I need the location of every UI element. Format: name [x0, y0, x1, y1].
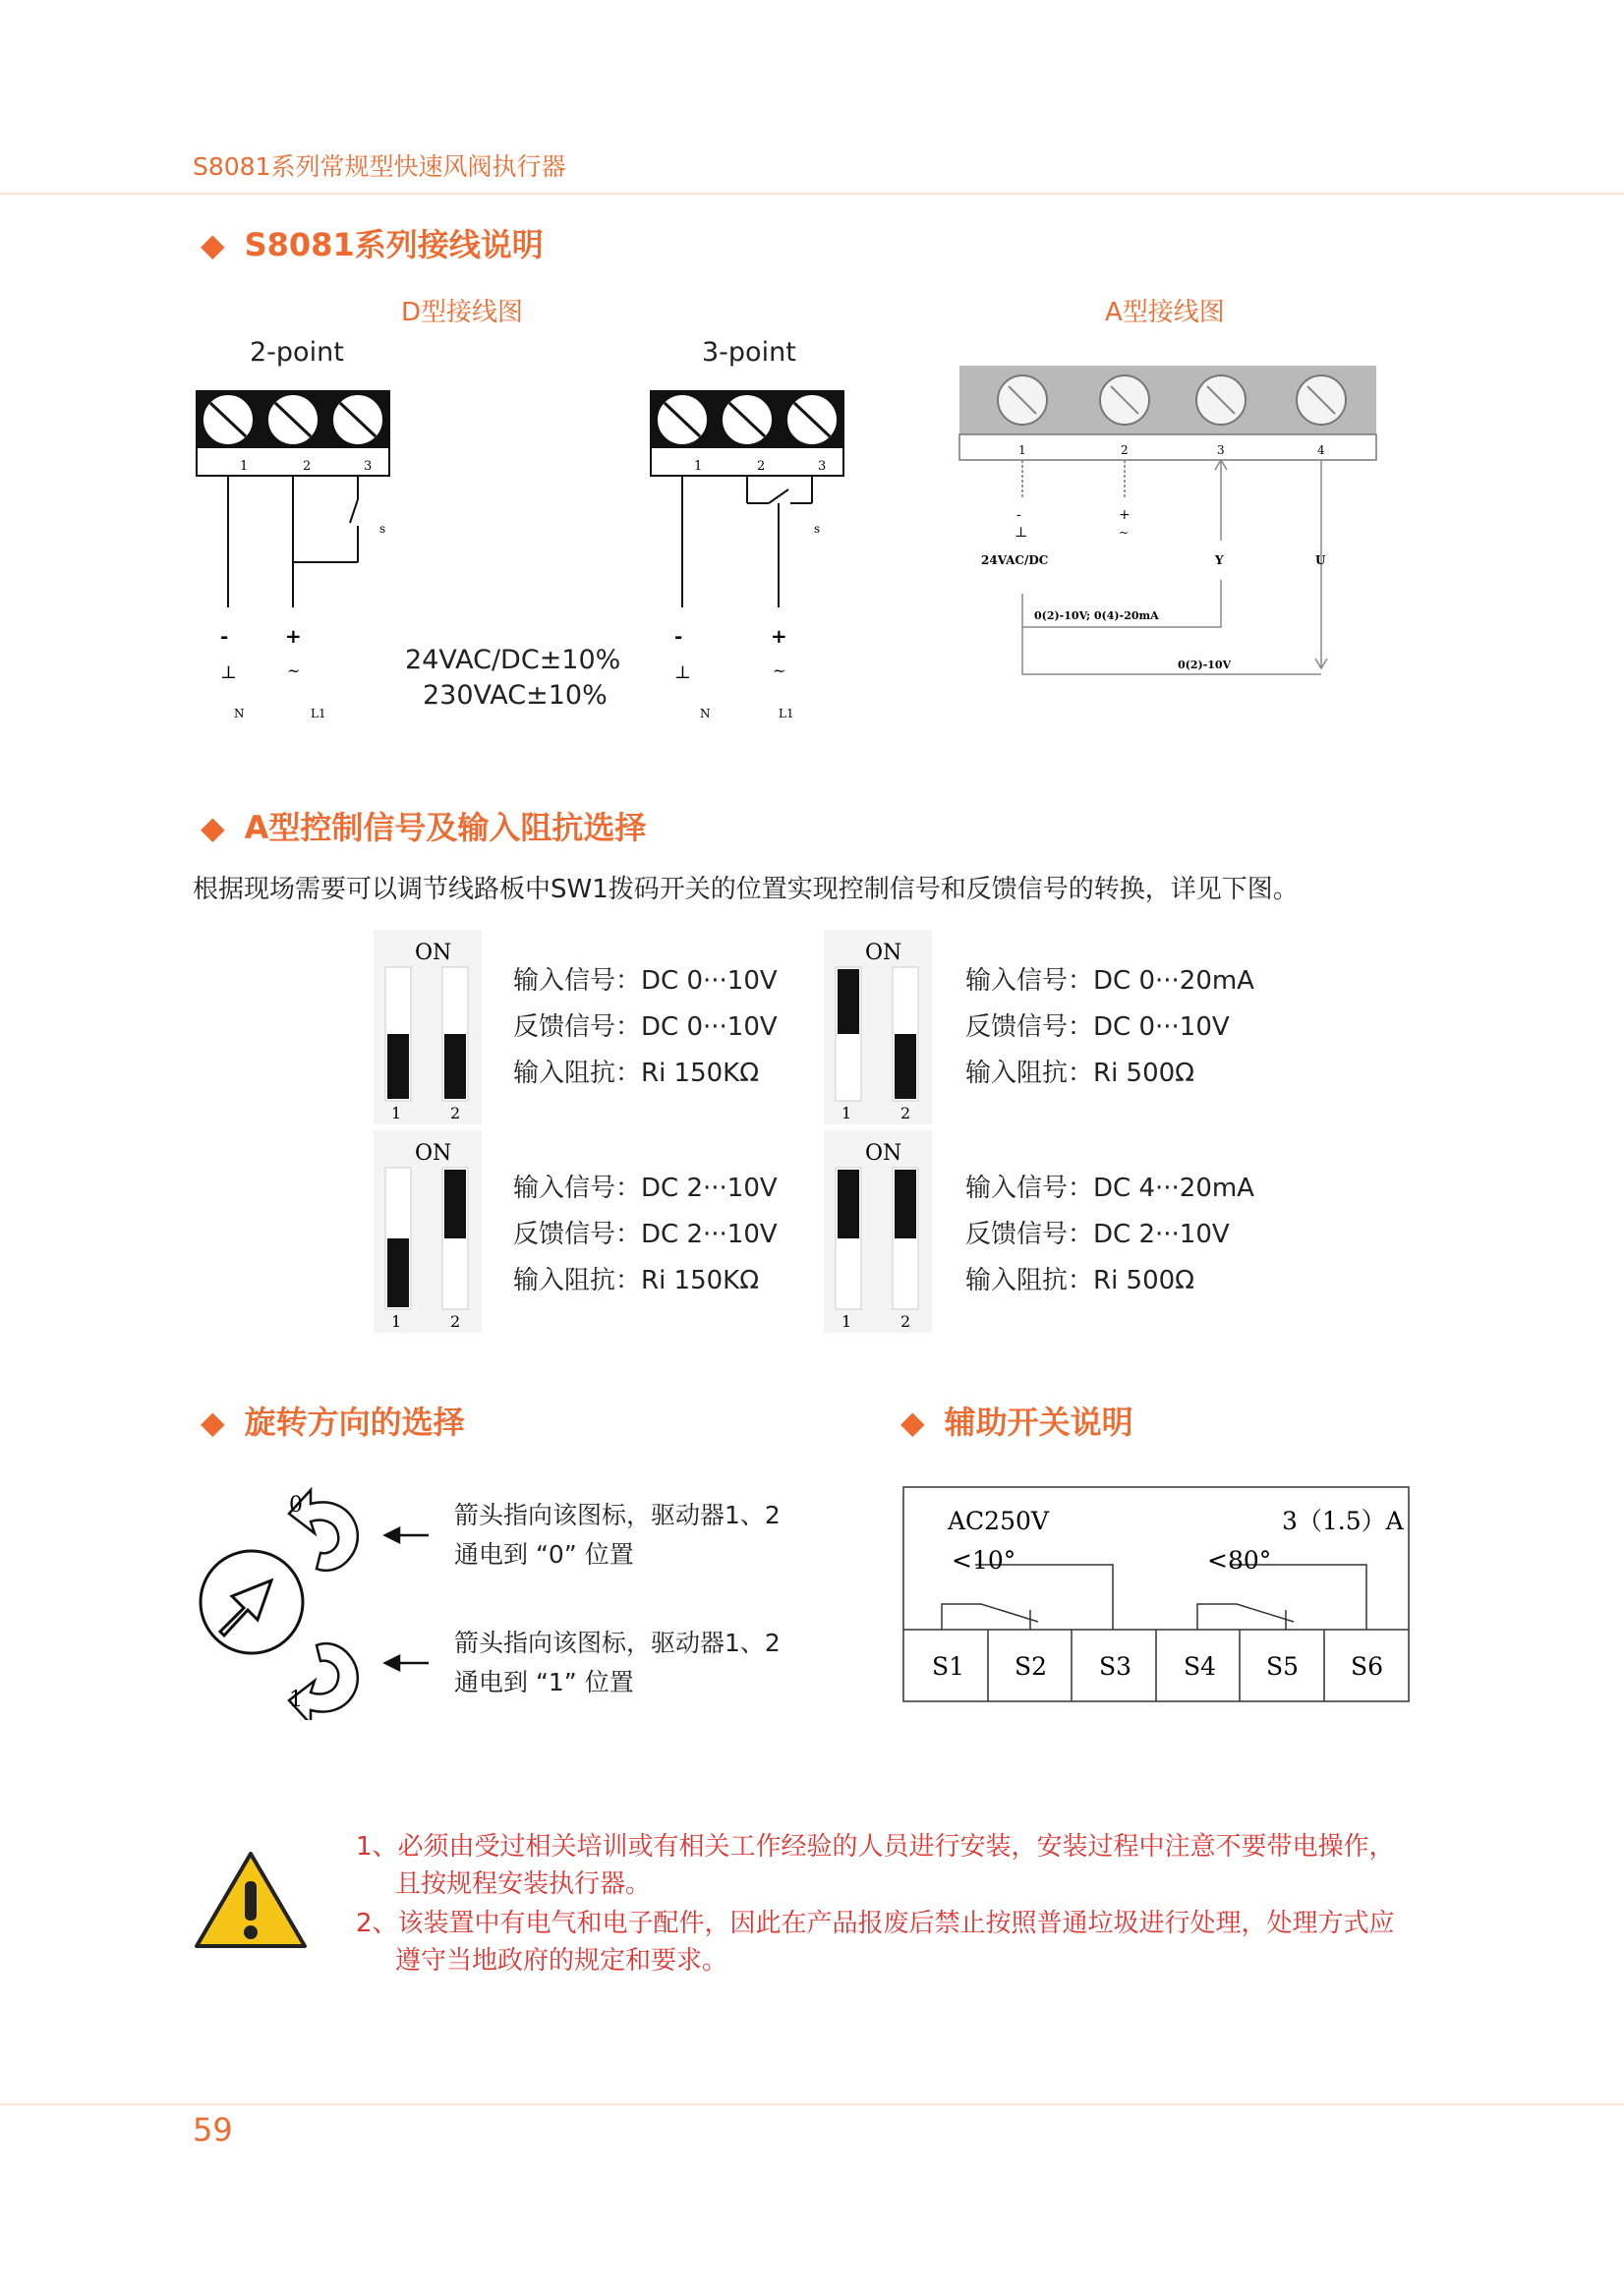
- aux-s3: S3: [1099, 1652, 1132, 1681]
- aux-s5: S5: [1266, 1652, 1300, 1681]
- a-y-label: Y: [1215, 553, 1224, 567]
- aux-angle-1: <10°: [952, 1546, 1016, 1575]
- terminal-2-label: 2: [757, 459, 766, 474]
- header-divider: [0, 193, 1624, 195]
- svg-text:ON: ON: [415, 1141, 452, 1166]
- rotation-direction-diagram: [193, 1474, 448, 1720]
- signal-section-title: ◆ A型控制信号及输入阻抗选择: [201, 809, 647, 846]
- rotation-text-1: 箭头指向该图标，驱动器1、2 通电到 “1” 位置: [454, 1629, 781, 1696]
- aux-s1: S1: [932, 1652, 965, 1681]
- dip-switch-1-lever: [387, 1034, 409, 1099]
- dip-switch-image-2: [824, 930, 932, 1124]
- a-signal-range-2: 0(2)-10V: [1178, 659, 1232, 671]
- terminal-3-label: 3: [364, 459, 373, 474]
- spec-block-4: [965, 1166, 1254, 1304]
- aux-switch-diagram: [902, 1484, 1410, 1702]
- signal-intro-text: 根据现场需要可以调节线路板中SW1拨码开关的位置实现控制信号和反馈信号的转换，详见下图。: [193, 875, 1299, 904]
- a-ground: ⊥: [1015, 525, 1028, 541]
- svg-text:1: 1: [391, 1312, 402, 1331]
- n-label: N: [700, 707, 711, 720]
- dip-switch-2-lever: [444, 1034, 466, 1099]
- dip-switch-image-3: [374, 1130, 482, 1333]
- rotation-text-0: 箭头指向该图标，驱动器1、2 通电到 “0” 位置: [454, 1501, 781, 1569]
- spec-input: 输入信号：DC 0···10V: [513, 966, 778, 996]
- spec-impedance: 输入阻抗：Ri 150KΩ: [513, 1059, 760, 1088]
- spec-impedance: 输入阻抗：Ri 500Ω: [965, 1266, 1195, 1295]
- wiring-diagram-a-type: [954, 362, 1386, 686]
- terminal-3-label: 3: [818, 459, 827, 474]
- aux-s4: S4: [1184, 1652, 1217, 1681]
- wiring-diagram-2-point: [187, 383, 403, 737]
- l1-label: L1: [779, 707, 794, 720]
- a-signal-range-1: 0(2)-10V; 0(4)-20mA: [1034, 609, 1159, 622]
- wiring-diagram-3-point: [641, 383, 857, 737]
- supply-voltage-line2: 230VAC±10%: [423, 680, 608, 711]
- page-number: 59: [193, 2111, 233, 2149]
- dip-switch-2-lever: [444, 1170, 466, 1238]
- warning-triangle-icon: [191, 1848, 311, 1954]
- spec-input: 输入信号：DC 2···10V: [513, 1174, 778, 1203]
- spec-feedback: 反馈信号：DC 2···10V: [965, 1220, 1230, 1249]
- d-type-label: D型接线图: [401, 298, 524, 327]
- spec-impedance: 输入阻抗：Ri 150KΩ: [513, 1266, 760, 1295]
- a-terminal-2: 2: [1121, 443, 1129, 457]
- svg-text:ON: ON: [865, 1141, 902, 1166]
- diamond-bullet-icon: ◆: [900, 1404, 925, 1441]
- warning-list: [356, 1828, 1395, 1980]
- terminal-1-label: 1: [240, 459, 249, 474]
- spec-block-1: [513, 958, 778, 1097]
- warning-item-2: 2、该装置中有电气和电子配件，因此在产品报废后禁止按照普通垃圾进行处理，处理方式应 遵守当地政府的规定和要求。: [356, 1909, 1395, 1976]
- a-minus: -: [1016, 507, 1021, 523]
- a-supply-label: 24VAC/DC: [981, 553, 1049, 567]
- terminal-2-label: 2: [303, 459, 312, 474]
- diamond-bullet-icon: ◆: [201, 1404, 225, 1441]
- svg-text:2: 2: [900, 1312, 911, 1331]
- tilde-symbol: ~: [773, 661, 786, 680]
- plus-label: +: [771, 624, 787, 648]
- ground-symbol: ⊥: [220, 662, 237, 683]
- terminal-1-label: 1: [694, 459, 703, 474]
- minus-label: -: [220, 624, 229, 648]
- diamond-bullet-icon: ◆: [201, 809, 225, 846]
- three-point-label: 3-point: [702, 337, 796, 368]
- two-point-label: 2-point: [250, 337, 344, 368]
- dip-switch-image-4: [824, 1130, 932, 1333]
- dip-switch-2-lever: [895, 1170, 916, 1238]
- supply-voltage-line1: 24VAC/DC±10%: [405, 645, 621, 675]
- aux-s2: S2: [1015, 1652, 1048, 1681]
- rotation-label-1: 1: [289, 1688, 303, 1712]
- rotation-label-0: 0: [289, 1493, 303, 1518]
- dip-switch-1-lever: [838, 969, 859, 1034]
- a-terminal-1: 1: [1018, 443, 1026, 457]
- n-label: N: [234, 707, 245, 720]
- a-terminal-3: 3: [1217, 443, 1225, 457]
- diamond-bullet-icon: ◆: [201, 226, 225, 263]
- svg-text:ON: ON: [865, 941, 902, 965]
- spec-feedback: 反馈信号：DC 0···10V: [965, 1012, 1230, 1042]
- dip-switch-1-lever: [387, 1238, 409, 1307]
- svg-text:1: 1: [841, 1104, 852, 1122]
- spec-feedback: 反馈信号：DC 0···10V: [513, 1012, 778, 1042]
- ground-symbol: ⊥: [674, 662, 691, 683]
- warning-item-1: 1、必须由受过相关培训或有相关工作经验的人员进行安装，安装过程中注意不要带电操作， 且按规程安装执行器。: [356, 1832, 1395, 1899]
- a-tilde: ~: [1119, 526, 1130, 540]
- dip-switch-image-1: [374, 930, 482, 1124]
- aux-angle-2: <80°: [1207, 1546, 1272, 1575]
- plus-label: +: [285, 624, 302, 648]
- switch-s-label: s: [814, 522, 821, 536]
- aux-current: 3（1.5）A: [1282, 1507, 1404, 1535]
- a-plus: +: [1119, 507, 1131, 523]
- a-u-label: U: [1315, 553, 1326, 567]
- footer-divider: [0, 2103, 1624, 2105]
- spec-input: 输入信号：DC 0···20mA: [965, 966, 1254, 996]
- switch-s-label: s: [379, 522, 386, 536]
- svg-text:2: 2: [450, 1312, 461, 1331]
- minus-label: -: [674, 624, 683, 648]
- svg-text:1: 1: [841, 1312, 852, 1331]
- a-terminal-4: 4: [1317, 443, 1325, 457]
- dip-switch-2-lever: [895, 1034, 916, 1099]
- spec-block-3: [513, 1166, 778, 1304]
- aux-section-title: ◆ 辅助开关说明: [900, 1404, 1133, 1441]
- aux-s6: S6: [1351, 1652, 1384, 1681]
- a-type-label: A型接线图: [1105, 298, 1225, 327]
- spec-input: 输入信号：DC 4···20mA: [965, 1174, 1254, 1203]
- svg-text:2: 2: [900, 1104, 911, 1122]
- spec-impedance: 输入阻抗：Ri 500Ω: [965, 1059, 1195, 1088]
- svg-text:1: 1: [391, 1104, 402, 1122]
- wiring-section-title: ◆ S8081系列接线说明: [201, 226, 544, 263]
- l1-label: L1: [311, 707, 326, 720]
- spec-block-2: [965, 958, 1254, 1097]
- rotation-section-title: ◆ 旋转方向的选择: [201, 1404, 465, 1441]
- svg-text:ON: ON: [415, 941, 452, 965]
- svg-text:2: 2: [450, 1104, 461, 1122]
- tilde-symbol: ~: [287, 661, 301, 680]
- aux-voltage: AC250V: [948, 1507, 1049, 1535]
- header-title: S8081系列常规型快速风阀执行器: [193, 152, 566, 181]
- spec-feedback: 反馈信号：DC 2···10V: [513, 1220, 778, 1249]
- dip-switch-1-lever: [838, 1170, 859, 1238]
